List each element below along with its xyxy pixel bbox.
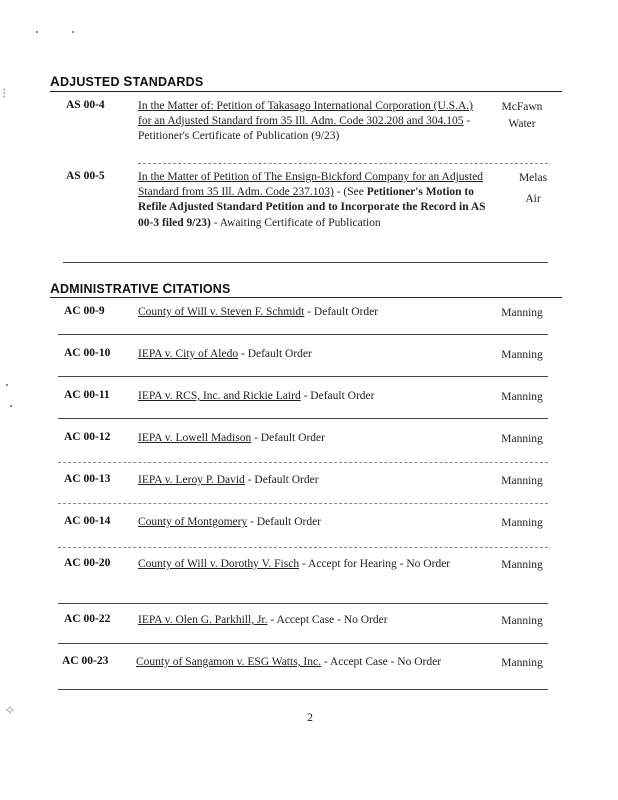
case-title-link[interactable]: IEPA v. Leroy P. David <box>138 474 245 486</box>
case-title-link[interactable]: IEPA v. Lowell Madison <box>138 432 252 444</box>
assigned-board-member: Manning <box>501 559 543 571</box>
docket-number: AC 00-14 <box>64 515 111 527</box>
board-member-name: McFawn <box>501 101 543 113</box>
scan-speck <box>6 384 8 386</box>
docket-description <box>138 389 468 404</box>
docket-number: AC 00-12 <box>64 431 111 443</box>
docket-description <box>138 305 468 320</box>
case-title-link[interactable]: County of Will v. Dorothy V. Fisch <box>138 558 300 570</box>
board-member-name: Melas <box>518 172 548 184</box>
docket-description <box>136 655 496 670</box>
row-separator <box>58 689 548 690</box>
assigned-board-member: Manning <box>501 391 543 403</box>
docket-description <box>138 557 458 572</box>
docket-description <box>138 99 488 145</box>
docket-status: - Accept for Hearing - No Order <box>299 558 451 570</box>
docket-number: AS 00-4 <box>66 99 105 111</box>
section-rule <box>50 297 562 298</box>
assigned-board-member: Manning <box>501 349 543 361</box>
assigned-board-member: Manning <box>501 433 543 445</box>
scan-speck <box>36 31 38 33</box>
docket-number: AC 00-22 <box>64 613 111 625</box>
assigned-board-member: Manning <box>501 475 543 487</box>
docket-status: - Default Order <box>247 516 322 528</box>
assigned-board-member <box>494 99 550 133</box>
row-separator <box>138 163 548 164</box>
docket-status: - Default Order <box>238 348 312 360</box>
docket-number: AC 00-23 <box>62 655 109 667</box>
administrative-citations-heading: ADMINISTRATIVE CITATIONS <box>50 281 231 296</box>
assigned-board-member: Manning <box>501 657 543 669</box>
docket-description <box>138 473 468 488</box>
assigned-board-member: Manning <box>501 517 543 529</box>
docket-description <box>138 613 468 628</box>
docket-number: AC 00-13 <box>64 473 111 485</box>
punch-hole-mark: ✧ <box>4 703 16 719</box>
docket-status: - (See <box>333 186 367 199</box>
docket-number: AS 00-5 <box>66 170 105 182</box>
row-separator <box>58 462 548 463</box>
row-separator <box>58 334 548 335</box>
case-category: Water <box>508 118 536 130</box>
assigned-board-member: Manning <box>501 615 543 627</box>
docket-status-bold: Petitioner's Motion to Refile Adjusted Standard Petition and to Incorporate the Record in AS 00-3 filed 9/23) <box>138 186 486 229</box>
row-separator <box>58 643 548 644</box>
docket-status: - Default Order <box>300 390 375 402</box>
section-rule <box>50 91 562 92</box>
assigned-board-member: Manning <box>501 307 543 319</box>
docket-description <box>138 515 468 530</box>
docket-number: AC 00-9 <box>64 305 105 317</box>
row-separator <box>58 503 548 504</box>
docket-status: - Accept Case - No Order <box>267 614 388 626</box>
row-separator <box>58 547 548 548</box>
row-separator <box>63 262 548 263</box>
docket-number: AC 00-10 <box>64 347 111 359</box>
case-title-link[interactable]: In the Matter of: Petition of Takasago International Corporation (U.S.A.) for an Adjusted Standard from 35 Ill. Adm. Code 302.208 and 304.105 <box>138 100 473 128</box>
docket-number: AC 00-20 <box>64 557 111 569</box>
docket-status: - Default Order <box>251 432 325 444</box>
case-category: Air <box>525 193 541 205</box>
docket-description <box>138 347 468 362</box>
case-title-link[interactable]: IEPA v. RCS, Inc. and Rickie Laird <box>138 390 301 402</box>
docket-status: - Awaiting Certificate of Publication <box>210 216 381 229</box>
docket-status: - Accept Case - No Order <box>320 656 442 668</box>
assigned-board-member <box>505 170 561 208</box>
scan-speck <box>10 405 12 407</box>
page-number: 2 <box>307 710 313 724</box>
punch-hole-mark: ⁝ <box>2 86 7 102</box>
case-title-link[interactable]: In the Matter of Petition of The Ensign-Bickford Company for an Adjusted Standard from 35 Ill. Adm. Code 237.103) <box>138 171 484 199</box>
case-title-link[interactable]: County of Sangamon v. ESG Watts, Inc. <box>136 656 321 668</box>
adjusted-standards-heading: ADJUSTED STANDARDS <box>50 74 204 89</box>
case-title-link[interactable]: County of Will v. Steven F. Schmidt <box>138 306 305 318</box>
docket-description <box>138 170 498 231</box>
docket-status: - Default Order <box>304 306 379 318</box>
row-separator <box>58 418 548 419</box>
docket-description <box>138 431 468 446</box>
docket-status: - Petitioner's Certificate of Publication (9/23) <box>138 115 471 143</box>
docket-status: - Default Order <box>244 474 319 486</box>
case-title-link[interactable]: IEPA v. Olen G. Parkhill, Jr. <box>138 614 268 626</box>
scan-speck <box>72 31 74 33</box>
case-title-link[interactable]: IEPA v. City of Aledo <box>138 348 239 360</box>
row-separator <box>58 376 548 377</box>
row-separator <box>58 603 548 604</box>
case-title-link[interactable]: County of Montgomery <box>138 516 248 528</box>
docket-number: AC 00-11 <box>64 389 110 401</box>
